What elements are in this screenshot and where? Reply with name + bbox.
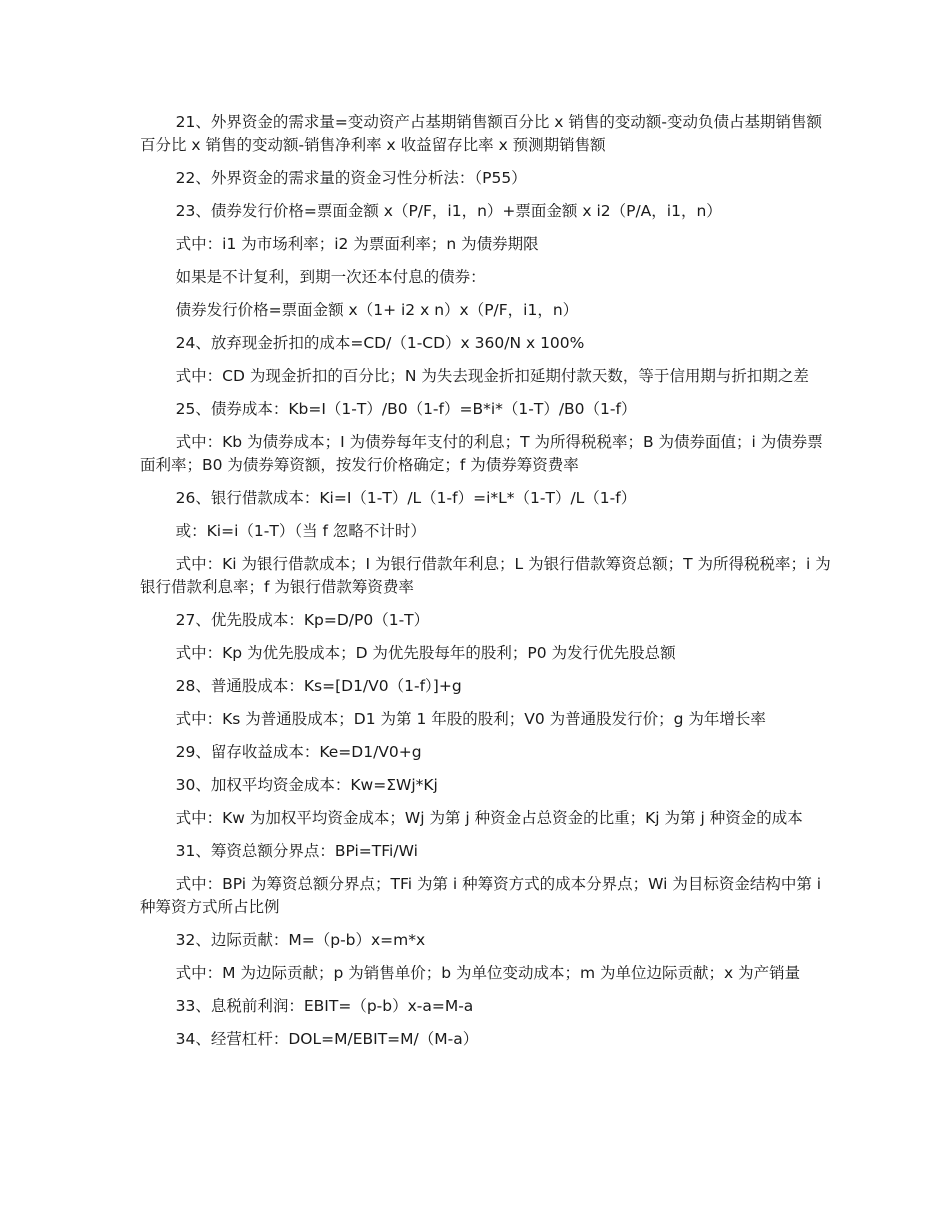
formula-32-paragraph: 32、边际贡献：M=（p-b）x=m*x	[175, 931, 426, 949]
formula-29-paragraph: 29、留存收益成本：Ke=D1/V0+g	[175, 743, 422, 761]
formula-30-paragraph: 30、加权平均资金成本：Kw=ΣWj*Kj	[175, 776, 438, 794]
formula-23-paragraph: 23、债券发行价格=票面金额 x（P/F，i1，n）+票面金额 x i2（P/A，i1，n）	[175, 202, 722, 220]
formula-21-paragraph: 21、外界资金的需求量=变动资产占基期销售额百分比 x 销售的变动额-变动负债占基期销售额百分比 x 销售的变动额-销售净利率 x 收益留存比率 x 预测期销售额	[140, 113, 822, 154]
formula-23-condition: 如果是不计复利，到期一次还本付息的债券：	[175, 268, 486, 286]
formula-26-variant: 或：Ki=i（1-T）（当 f 忽略不计时）	[175, 522, 426, 540]
formula-31-note: 式中：BPi 为筹资总额分界点；TFi 为第 i 种筹资方式的成本分界点；Wi 为目标资金结构中第 i 种筹资方式所占比例	[140, 875, 822, 916]
formula-27-paragraph: 27、优先股成本：Kp=D/P0（1-T）	[175, 611, 430, 629]
formula-30-note: 式中：Kw 为加权平均资金成本；Wj 为第 j 种资金占总资金的比重；Kj 为第 j 种资金的成本	[175, 809, 803, 827]
document-body	[140, 111, 833, 1061]
formula-24-paragraph: 24、放弃现金折扣的成本=CD/（1-CD）x 360/N x 100%	[175, 334, 585, 352]
formula-34-paragraph: 34、经营杠杆：DOL=M/EBIT=M/（M-a）	[175, 1030, 479, 1048]
formula-25-paragraph: 25、债券成本：Kb=I（1-T）/B0（1-f）=B*i*（1-T）/B0（1-f）	[175, 400, 637, 418]
formula-26-note: 式中：Ki 为银行借款成本；I 为银行借款年利息；L 为银行借款筹资总额；T 为所得税税率；i 为银行借款利息率；f 为银行借款筹资费率	[140, 555, 831, 596]
formula-22-paragraph: 22、外界资金的需求量的资金习性分析法：（P55）	[175, 169, 527, 187]
formula-25-note: 式中：Kb 为债券成本；I 为债券每年支付的利息；T 为所得税税率；B 为债券面值；i 为债券票面利率；B0 为债券筹资额，按发行价格确定；f 为债券筹资费率	[140, 433, 823, 474]
formula-23-variant: 债券发行价格=票面金额 x（1+ i2 x n）x（P/F，i1，n）	[175, 301, 579, 319]
formula-26-paragraph: 26、银行借款成本：Ki=I（1-T）/L（1-f）=i*L*（1-T）/L（1-f）	[175, 489, 637, 507]
formula-27-note: 式中：Kp 为优先股成本；D 为优先股每年的股利；P0 为发行优先股总额	[175, 644, 676, 662]
formula-23-note: 式中：i1 为市场利率；i2 为票面利率；n 为债券期限	[175, 235, 539, 253]
formula-33-paragraph: 33、息税前利润：EBIT=（p-b）x-a=M-a	[175, 997, 474, 1015]
formula-28-paragraph: 28、普通股成本：Ks=[D1/V0（1-f）]+g	[175, 677, 462, 695]
formula-31-paragraph: 31、筹资总额分界点：BPi=TFi/Wi	[175, 842, 418, 860]
formula-32-note: 式中：M 为边际贡献；p 为销售单价；b 为单位变动成本；m 为单位边际贡献；x 为产销量	[175, 964, 801, 982]
formula-28-note: 式中：Ks 为普通股成本；D1 为第 1 年股的股利；V0 为普通股发行价；g 为年增长率	[175, 710, 766, 728]
formula-24-note: 式中：CD 为现金折扣的百分比；N 为失去现金折扣延期付款天数，等于信用期与折扣期之差	[175, 367, 809, 385]
